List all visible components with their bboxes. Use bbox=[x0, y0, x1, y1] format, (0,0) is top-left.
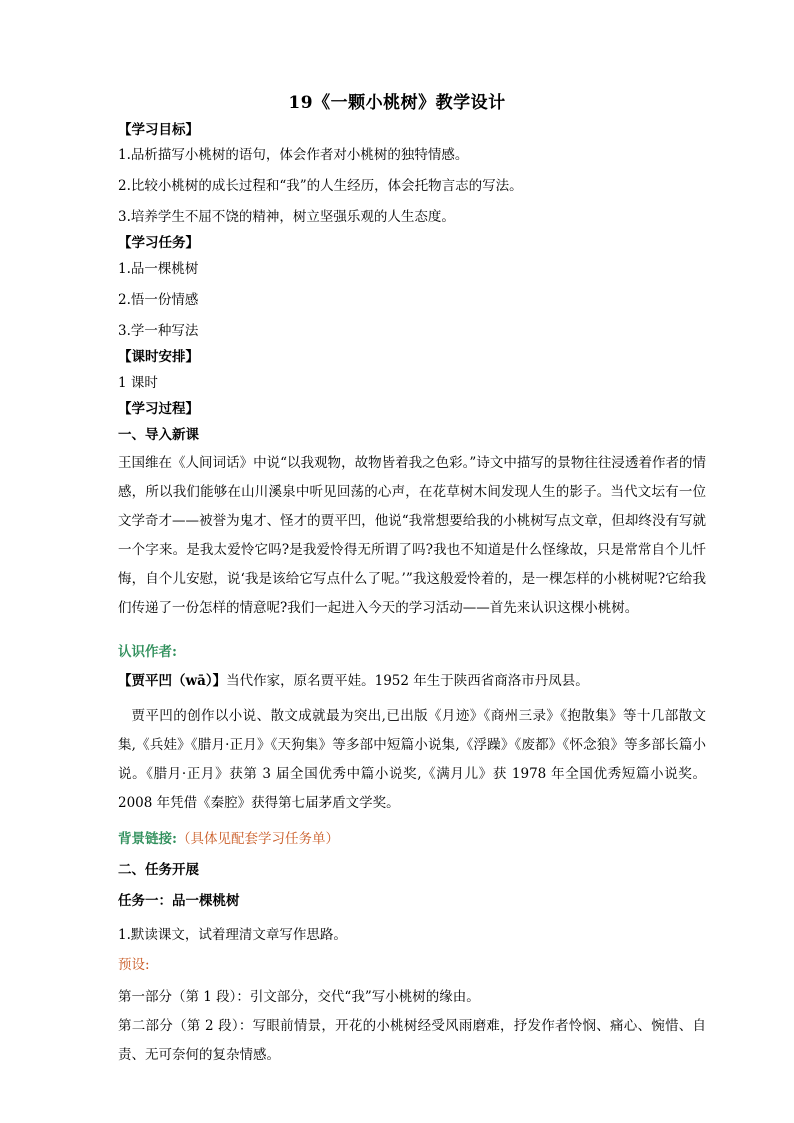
objectives-heading: 【学习目标】 bbox=[118, 122, 199, 138]
author-label: 认识作者: bbox=[118, 644, 177, 660]
objective-item: 3.培养学生不屈不饶的精神，树立坚强乐观的人生态度。 bbox=[118, 209, 455, 225]
schedule-value: 1 课时 bbox=[118, 375, 158, 391]
background-note: （具体见配套学习任务单） bbox=[176, 831, 339, 847]
author-intro-paragraph bbox=[118, 667, 706, 696]
page-title: 19《一颗小桃树》教学设计 bbox=[288, 93, 506, 113]
part-item: 第一部分（第 1 段）：引文部分，交代“我”写小桃树的缘由。 bbox=[118, 989, 480, 1005]
schedule-heading: 【课时安排】 bbox=[118, 349, 199, 365]
task-question: 1.默读课文，试着理清文章写作思路。 bbox=[118, 927, 347, 943]
task-title: 任务一：品一棵桃树 bbox=[118, 893, 240, 909]
task-item: 2.悟一份情感 bbox=[118, 292, 199, 308]
tasks-heading: 【学习任务】 bbox=[118, 235, 199, 251]
task-item: 3.学一种写法 bbox=[118, 323, 199, 339]
author-works-paragraph: 贾平凹的创作以小说、散文成就最为突出,已出版《月迹》《商州三录》《抱散集》等十几部散文集,《兵娃》《腊月·正月》《天狗集》等多部中短篇小说集,《浮躁》《废都》《怀念狼》等多部长篇小说。《腊月·正月》获第 3 届全国优秀中篇小说奖,《满月儿》获 1978 年全国优秀短篇小说奖。2008 年凭借《秦腔》获得第七届茅盾文学奖。 bbox=[118, 708, 706, 811]
preset-label: 预设: bbox=[118, 957, 150, 973]
objective-item: 1.品析描写小桃树的语句，体会作者对小桃树的独特情感。 bbox=[118, 147, 469, 163]
author-intro: 当代作家，原名贾平娃。1952 年生于陕西省商洛市丹凤县。 bbox=[226, 673, 589, 689]
background-line bbox=[118, 830, 708, 848]
process-heading: 【学习过程】 bbox=[118, 401, 199, 417]
section-title: 一、导入新课 bbox=[118, 427, 199, 443]
author-name: 【贾平凹（wā）】 bbox=[118, 673, 227, 689]
intro-paragraph: 王国维在《人间词话》中说“以我观物，故物皆着我之色彩。”诗文中描写的景物往往浸透着作者的情感，所以我们能够在山川溪泉中听见回荡的心声，在花草树木间发现人生的影子。当代文坛有一位文学奇才——被誉为鬼才、怪才的贾平凹，他说“我常想要给我的小桃树写点文章，但却终没有写就一个字来。是我太爱怜它吗?是我爱怜得无所谓了吗?我也不知道是什么怪缘故，只是常常自个儿忏悔，自个儿安慰，说‘我是该给它写点什么了呢。’”我这般爱怜着的，是一棵怎样的小桃树呢?它给我们传递了一份怎样的情意呢?我们一起进入今天的学习活动——首先来认识这棵小桃树。 bbox=[118, 455, 706, 616]
background-label: 背景链接: bbox=[118, 831, 177, 847]
task-item: 1.品一棵桃树 bbox=[118, 261, 199, 277]
part-item: 第二部分（第 2 段）：写眼前情景，开花的小桃树经受风雨磨难，抒发作者怜悯、痛心、惋惜、自责、无可奈何的复杂情感。 bbox=[118, 1018, 706, 1063]
objective-item: 2.比较小桃树的成长过程和“我”的人生经历，体会托物言志的写法。 bbox=[118, 178, 523, 194]
section-title: 二、任务开展 bbox=[118, 862, 199, 878]
